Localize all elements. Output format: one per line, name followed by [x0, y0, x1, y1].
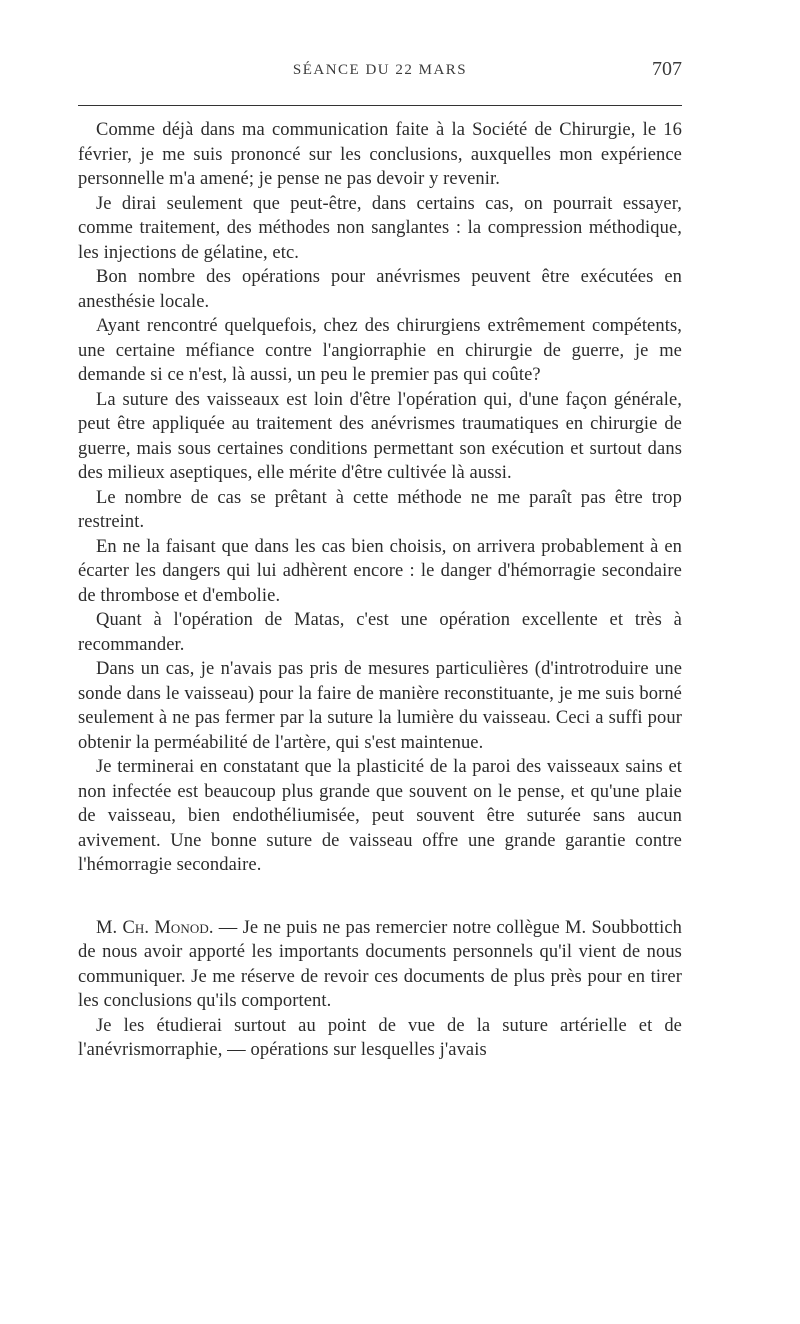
speaker-paragraph [78, 916, 682, 1014]
paragraph: La suture des vaisseaux est loin d'être l'opération qui, d'une façon générale, peut être appliquée au traitement des anévrismes traumatiques en chirurgie de guerre, mais sous certaines conditions permettant son exécution et surtout dans des milieux aseptiques, elle mérite d'être cultivée là aussi. [78, 389, 682, 483]
paragraph: Comme déjà dans ma communication faite à la Société de Chirurgie, le 16 février, je me suis prononcé sur les conclusions, auxquelles mon expérience personnelle m'a amené; je pense ne pas devoir y revenir. [78, 120, 682, 189]
paragraph: Ayant rencontré quelquefois, chez des chirurgiens extrêmement compétents, une certaine méfiance contre l'angiorraphie en chirurgie de guerre, je me demande si ce n'est, là aussi, un peu le premier pas qui coûte? [78, 316, 682, 385]
running-title: SÉANCE DU 22 MARS [292, 62, 468, 78]
paragraph: Je terminerai en constatant que la plasticité de la paroi des vaisseaux sains et non infectée est beaucoup plus grande que souvent on le pense, et qu'une plaie de vaisseau, bien endothéliumisée, peut souvent être suturée sans aucun avivement. Une bonne suture de vaisseau offre une grande garantie contre l'hémorragie secondaire. [78, 757, 682, 875]
paragraph: Le nombre de cas se prêtant à cette méthode ne me paraît pas être trop restreint. [78, 487, 682, 532]
paragraph: Je les étudierai surtout au point de vue de la suture artérielle et de l'anévrismorraphie, — opérations sur lesquelles j'avais [78, 1015, 682, 1060]
body-text [78, 118, 682, 1063]
page-header [78, 58, 682, 90]
paragraph: Quant à l'opération de Matas, c'est une opération excellente et très à recommander. [78, 610, 682, 655]
speaker-name: M. Ch. Monod. [96, 917, 214, 938]
header-rule [78, 105, 682, 106]
paragraph: Bon nombre des opérations pour anévrismes peuvent être exécutées en anesthésie locale. [78, 267, 682, 312]
paragraph: Je dirai seulement que peut-être, dans certains cas, on pourrait essayer, comme traitement, des méthodes non sanglantes : la compression méthodique, les injections de gélatine, etc. [78, 193, 682, 263]
paragraph: En ne la faisant que dans les cas bien choisis, on arrivera probablement à en écarter les dangers qui lui adhèrent encore : le danger d'hémorragie secondaire de thrombose et d'embolie. [78, 536, 682, 606]
paragraph: Dans un cas, je n'avais pas pris de mesures particulières (d'introtroduire une sonde dans le vaisseau) pour la faire de manière reconstituante, je me suis borné seulement à ne pas fermer par la suture la lumière du vaisseau. Ceci a suffi pour obtenir la perméabilité de l'artère, qui s'est maintenue. [78, 659, 682, 753]
page-number: 707 [652, 58, 682, 80]
speaker-text: Je ne puis ne pas remercier notre collègue M. Soubbottich de nous avoir apporté les importants documents personnels qu'il vient de nous communiquer. Je me réserve de revoir ces documents de plus près pour en tirer les conclusions qu'ils comportent. [78, 917, 682, 1011]
speaker-dash: — [213, 917, 243, 938]
